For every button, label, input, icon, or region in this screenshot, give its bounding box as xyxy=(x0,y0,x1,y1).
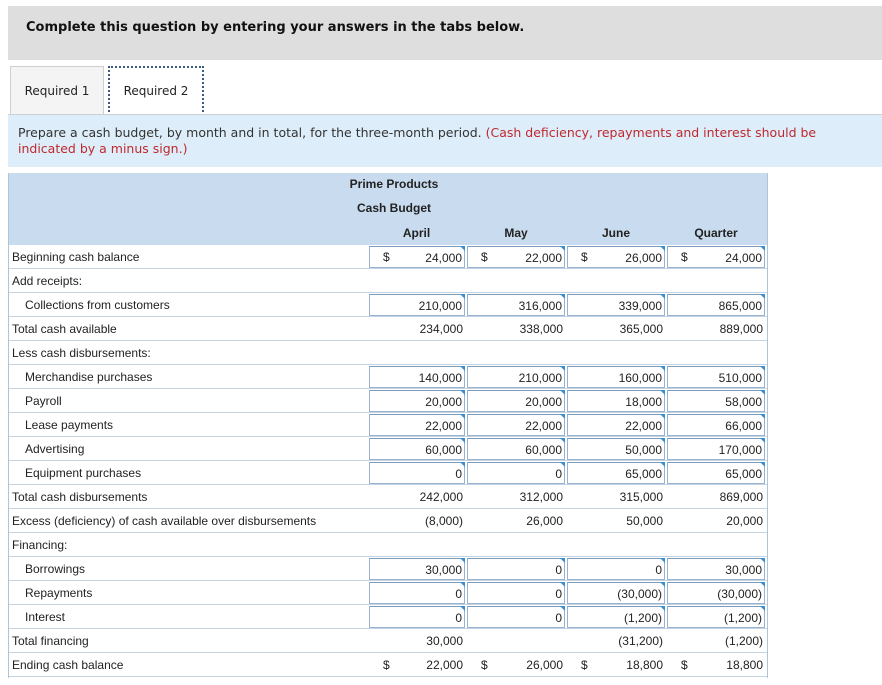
cell-may[interactable]: 22,000 xyxy=(467,414,565,436)
cell-june[interactable]: 0 xyxy=(567,558,665,580)
cell-june[interactable]: 22,000 xyxy=(567,414,665,436)
cell-april: 234,000 xyxy=(419,322,463,336)
currency-symbol: $ xyxy=(681,250,688,264)
cell-june[interactable]: 339,000 xyxy=(567,294,665,316)
row-label: Merchandise purchases xyxy=(25,370,153,384)
cell-april[interactable]: 30,000 xyxy=(369,558,465,580)
cell-june: (31,200) xyxy=(618,634,663,648)
budget-row xyxy=(8,413,768,437)
row-label: Collections from customers xyxy=(25,298,170,312)
budget-row xyxy=(8,581,768,605)
tab-required-2[interactable]: Required 2 xyxy=(108,66,204,116)
company-name: Prime Products xyxy=(349,177,439,191)
cell-may[interactable]: 210,000 xyxy=(467,366,565,388)
cell-may: 312,000 xyxy=(519,490,563,504)
row-label: Equipment purchases xyxy=(25,466,142,480)
column-header-june: June xyxy=(601,226,630,240)
cell-april: 22,000 xyxy=(426,658,463,672)
row-label: Excess (deficiency) of cash available over disbursements xyxy=(12,514,317,528)
cell-quarter[interactable]: 510,000 xyxy=(667,366,765,388)
cell-june: 18,800 xyxy=(626,658,663,672)
row-label: Repayments xyxy=(25,586,93,600)
budget-row xyxy=(8,245,768,269)
cell-quarter[interactable]: 865,000 xyxy=(667,294,765,316)
row-label: Advertising xyxy=(25,442,85,456)
cell-may[interactable]: 0 xyxy=(467,558,565,580)
cell-quarter[interactable]: 30,000 xyxy=(667,558,765,580)
row-label: Ending cash balance xyxy=(12,658,124,672)
cell-june[interactable]: (1,200) xyxy=(567,606,665,628)
cell-may[interactable]: 316,000 xyxy=(467,294,565,316)
cell-quarter[interactable]: 66,000 xyxy=(667,414,765,436)
cell-may[interactable]: 0 xyxy=(467,582,565,604)
cell-quarter: (1,200) xyxy=(724,634,763,648)
cell-april[interactable]: 20,000 xyxy=(369,390,465,412)
instruction-text: Complete this question by entering your answers in the tabs below. xyxy=(26,20,525,35)
company-name-bar xyxy=(8,173,768,197)
cell-april: 30,000 xyxy=(426,634,463,648)
column-header-quarter: Quarter xyxy=(694,226,738,240)
cell-june[interactable]: 26,000 xyxy=(567,246,665,268)
currency-symbol: $ xyxy=(581,658,588,672)
budget-row xyxy=(8,629,768,653)
cell-quarter[interactable]: (1,200) xyxy=(667,606,765,628)
row-label: Borrowings xyxy=(25,562,86,576)
cell-quarter: 20,000 xyxy=(726,514,763,528)
row-label: Beginning cash balance xyxy=(12,250,140,264)
column-header-row xyxy=(8,221,768,245)
budget-row xyxy=(8,437,768,461)
row-label: Financing: xyxy=(12,538,68,552)
cell-april[interactable]: 0 xyxy=(369,606,465,628)
cell-may: 338,000 xyxy=(519,322,563,336)
cell-june: 50,000 xyxy=(626,514,663,528)
cell-april[interactable]: 22,000 xyxy=(369,414,465,436)
currency-symbol: $ xyxy=(681,658,688,672)
cell-april: 242,000 xyxy=(419,490,463,504)
budget-row xyxy=(8,605,768,629)
cell-may: 26,000 xyxy=(526,514,563,528)
cell-may[interactable]: 60,000 xyxy=(467,438,565,460)
cell-may xyxy=(467,630,565,652)
budget-row xyxy=(8,557,768,581)
row-divider xyxy=(9,676,767,677)
cell-june[interactable]: 18,000 xyxy=(567,390,665,412)
budget-row xyxy=(8,341,768,365)
cell-april[interactable]: 60,000 xyxy=(369,438,465,460)
cell-may[interactable]: 0 xyxy=(467,606,565,628)
prompt-box xyxy=(8,115,882,167)
tab-required-1[interactable]: Required 1 xyxy=(10,66,104,115)
prompt-note: (Cash deficiency, repayments and interest should be indicated by a minus sign.) xyxy=(18,125,817,156)
currency-symbol: $ xyxy=(481,658,488,672)
row-label: Total cash disbursements xyxy=(12,490,148,504)
cell-quarter[interactable]: 24,000 xyxy=(667,246,765,268)
budget-row xyxy=(8,461,768,485)
cell-april[interactable]: 140,000 xyxy=(369,366,465,388)
cell-may[interactable]: 0 xyxy=(467,462,565,484)
cell-april: (8,000) xyxy=(424,514,463,528)
budget-row xyxy=(8,317,768,341)
instruction-banner xyxy=(8,6,882,60)
cell-quarter: 18,800 xyxy=(726,658,763,672)
row-label: Interest xyxy=(25,610,66,624)
cell-may: 26,000 xyxy=(526,658,563,672)
budget-row xyxy=(8,485,768,509)
prompt-text xyxy=(18,125,868,157)
budget-row xyxy=(8,293,768,317)
currency-symbol: $ xyxy=(383,658,390,672)
row-label: Payroll xyxy=(25,394,62,408)
cell-april[interactable]: 24,000 xyxy=(369,246,465,268)
currency-symbol: $ xyxy=(581,250,588,264)
cell-june[interactable]: 160,000 xyxy=(567,366,665,388)
budget-row xyxy=(8,533,768,557)
budget-row xyxy=(8,365,768,389)
cell-quarter[interactable]: 65,000 xyxy=(667,462,765,484)
cell-quarter[interactable]: (30,000) xyxy=(667,582,765,604)
column-header-may: May xyxy=(504,226,528,240)
cell-quarter[interactable]: 58,000 xyxy=(667,390,765,412)
cell-april[interactable]: 0 xyxy=(369,582,465,604)
budget-row xyxy=(8,269,768,293)
cell-june[interactable]: 65,000 xyxy=(567,462,665,484)
cell-june: 315,000 xyxy=(619,490,663,504)
cell-may[interactable]: 22,000 xyxy=(467,246,565,268)
budget-title-bar xyxy=(8,197,768,221)
row-label: Total cash available xyxy=(12,322,117,336)
currency-symbol: $ xyxy=(383,250,390,264)
budget-row xyxy=(8,389,768,413)
budget-row xyxy=(8,509,768,533)
budget-row xyxy=(8,653,768,678)
prompt-main: Prepare a cash budget, by month and in total, for the three-month period. xyxy=(18,125,482,140)
cell-june: 365,000 xyxy=(619,322,663,336)
cell-may[interactable]: 20,000 xyxy=(467,390,565,412)
cell-april[interactable]: 210,000 xyxy=(369,294,465,316)
cell-june[interactable]: (30,000) xyxy=(567,582,665,604)
budget-title: Cash Budget xyxy=(356,201,431,215)
cell-april[interactable]: 0 xyxy=(369,462,465,484)
row-label: Lease payments xyxy=(25,418,114,432)
row-label: Add receipts: xyxy=(12,274,83,288)
cell-quarter[interactable]: 170,000 xyxy=(667,438,765,460)
currency-symbol: $ xyxy=(481,250,488,264)
row-label: Total financing xyxy=(12,634,89,648)
cell-quarter: 869,000 xyxy=(719,490,763,504)
cell-june[interactable]: 50,000 xyxy=(567,438,665,460)
cell-quarter: 889,000 xyxy=(719,322,763,336)
column-header-april: April xyxy=(402,226,431,240)
row-label: Less cash disbursements: xyxy=(12,346,151,360)
